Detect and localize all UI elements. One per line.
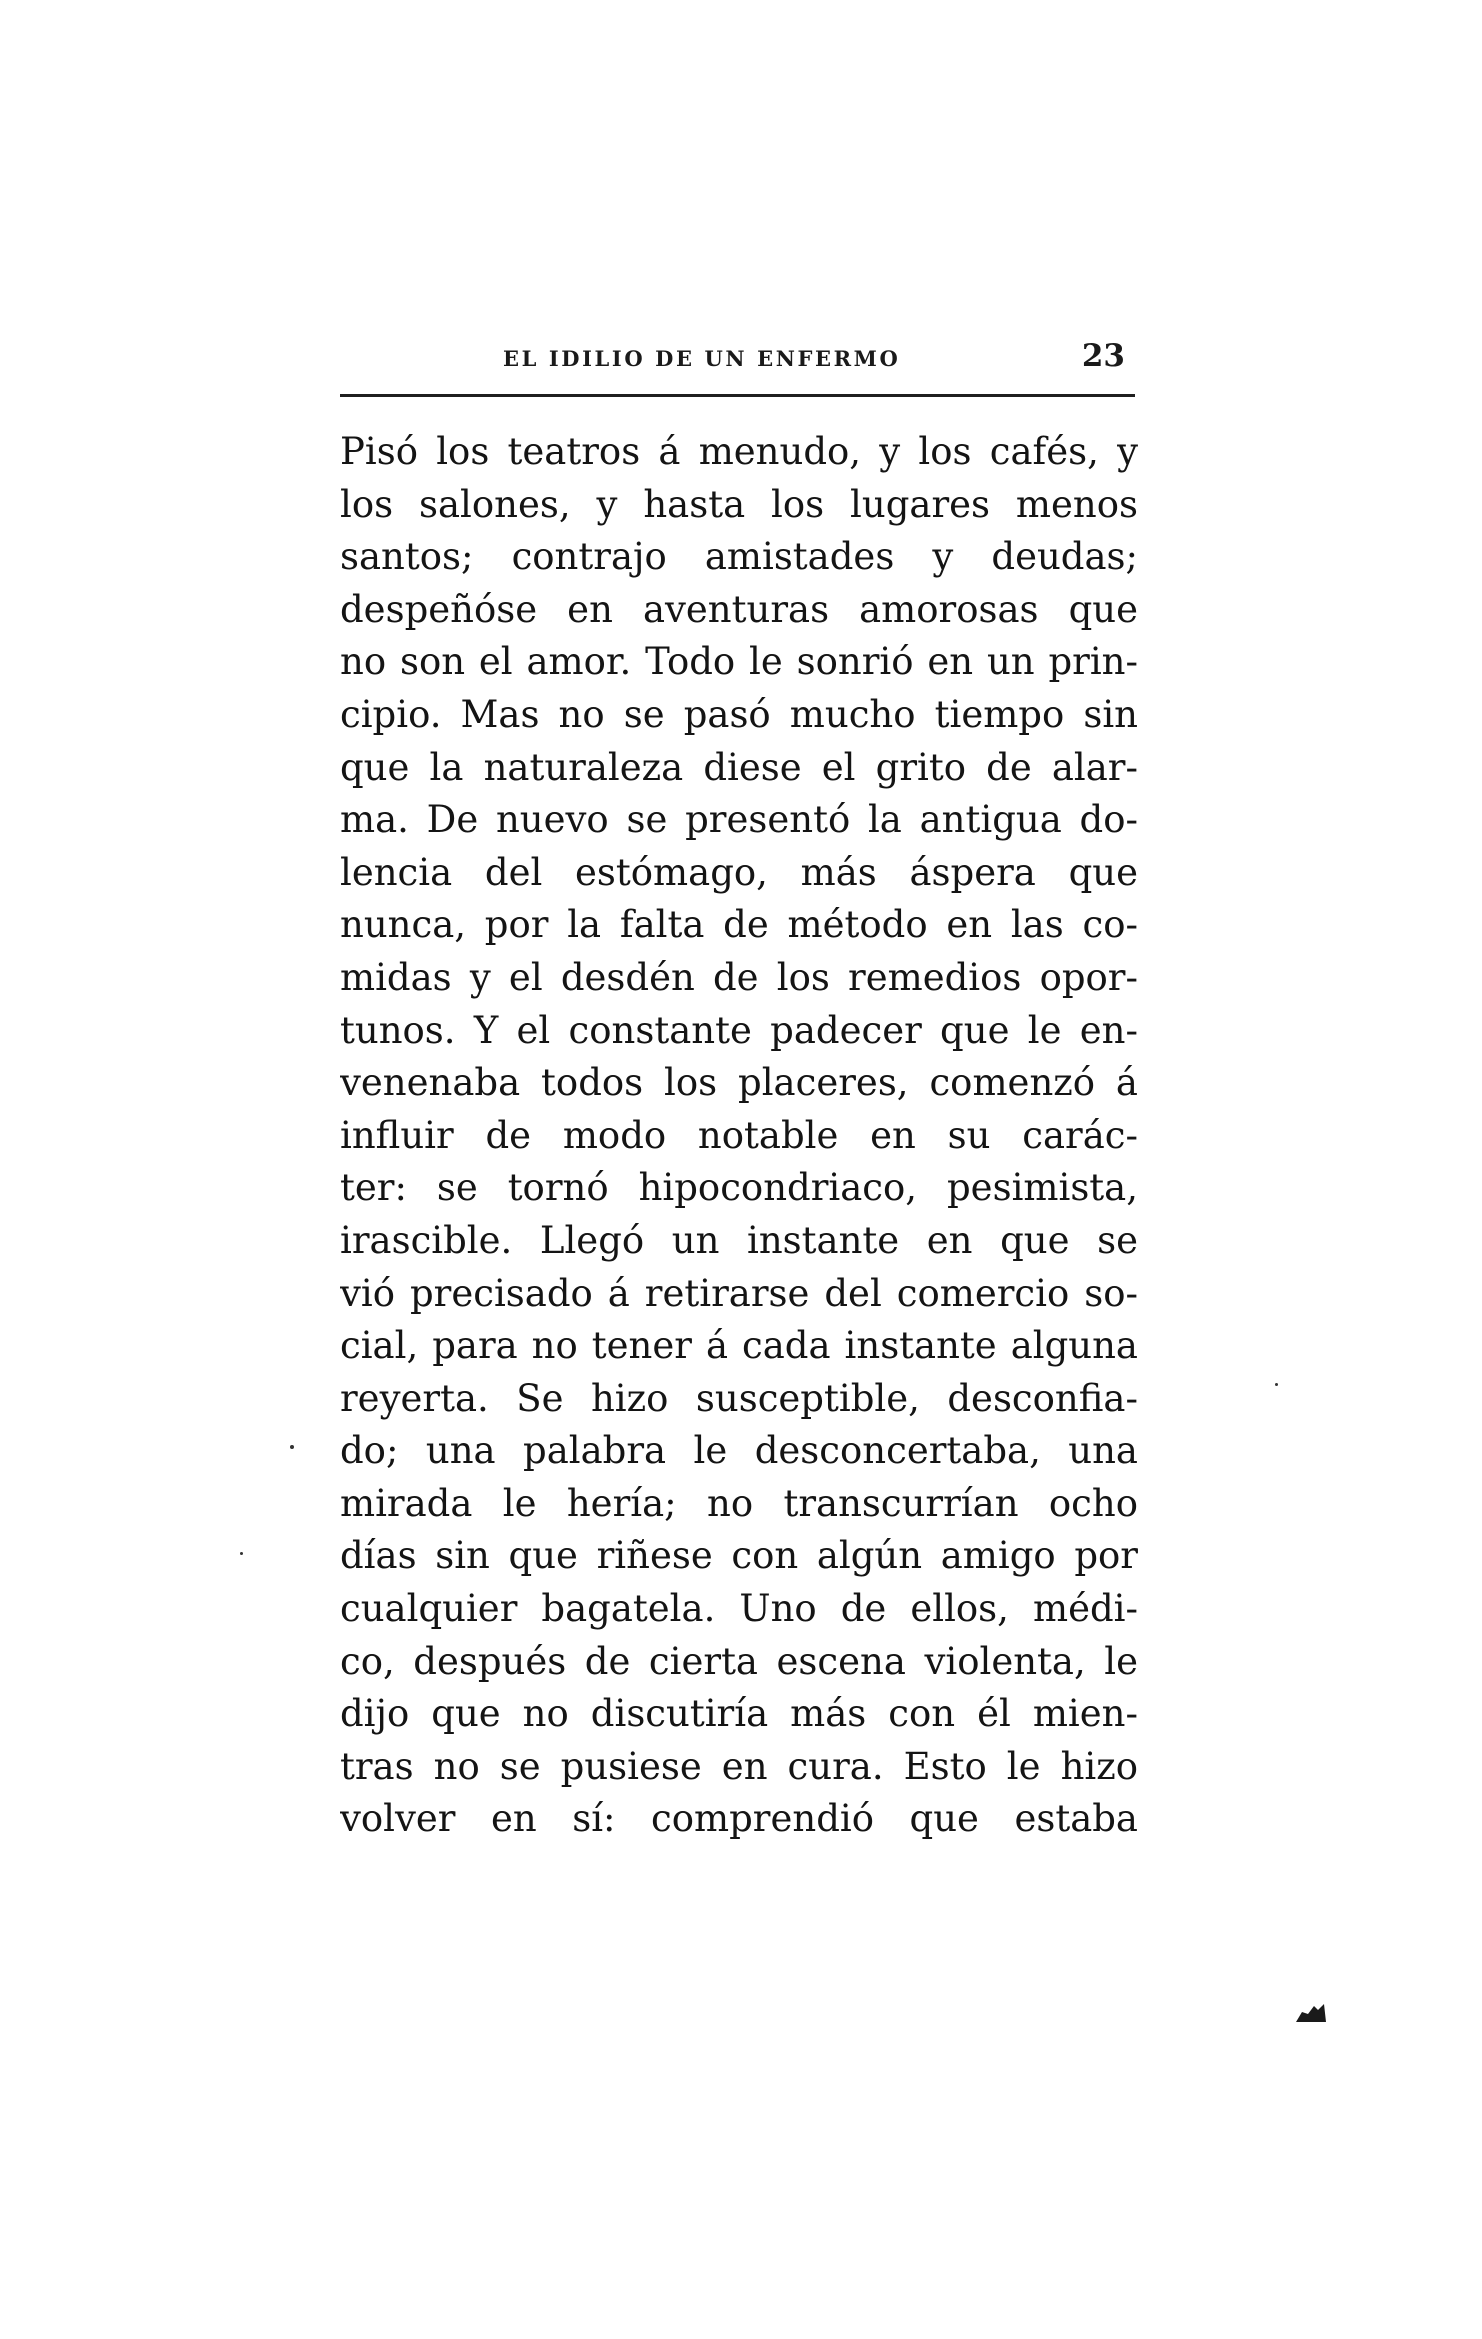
text-line: cualquier bagatela. Uno de ellos, médi- — [340, 1587, 1138, 1631]
text-line: nunca, por la falta de método en las co- — [340, 903, 1138, 947]
text-line: irascible. Llegó un instante en que se — [340, 1218, 1138, 1262]
text-line: venenaba todos los placeres, comenzó á — [340, 1061, 1138, 1105]
text-line: influir de modo notable en su carác- — [340, 1113, 1138, 1157]
page-number: 23 — [1081, 338, 1125, 374]
corner-mark-icon — [1294, 2002, 1328, 2024]
text-line: mirada le hería; no transcurrían ocho — [340, 1481, 1138, 1525]
ink-speck — [1275, 1383, 1278, 1386]
text-line: do; una palabra le desconcertaba, una — [340, 1429, 1138, 1473]
header-rule — [340, 394, 1135, 397]
running-title: EL IDILIO DE UN ENFERMO — [503, 346, 901, 371]
text-line: ma. De nuevo se presentó la antigua do- — [340, 798, 1138, 842]
text-line: vió precisado á retirarse del comercio so- — [340, 1271, 1138, 1315]
text-line: que la naturaleza diese el grito de alar- — [340, 745, 1138, 789]
text-line: ter: se tornó hipocondriaco, pesimista, — [340, 1166, 1138, 1210]
body-text — [340, 426, 1138, 1846]
text-line: días sin que riñese con algún amigo por — [340, 1534, 1138, 1578]
text-line: lencia del estómago, más áspera que — [340, 850, 1138, 894]
text-line: cial, para no tener á cada instante alguna — [340, 1324, 1138, 1368]
ink-speck — [240, 1552, 243, 1555]
text-line: los salones, y hasta los lugares menos — [340, 482, 1138, 526]
text-line: co, después de cierta escena violenta, le — [340, 1639, 1138, 1683]
text-line: santos; contrajo amistades y deudas; — [340, 535, 1138, 579]
text-line: despeñóse en aventuras amorosas que — [340, 587, 1138, 631]
text-line: no son el amor. Todo le sonrió en un prin- — [340, 640, 1138, 684]
text-line: dijo que no discutiría más con él mien- — [340, 1692, 1138, 1736]
text-line: reyerta. Se hizo susceptible, desconfia- — [340, 1376, 1138, 1420]
text-line: Pisó los teatros á menudo, y los cafés, y — [340, 430, 1138, 473]
text-line: tunos. Y el constante padecer que le en- — [340, 1008, 1138, 1052]
text-line: tras no se pusiese en cura. Esto le hizo — [340, 1744, 1138, 1788]
running-head — [340, 338, 1135, 388]
ink-speck — [290, 1445, 294, 1449]
text-line: volver en sí: comprendió que estaba — [340, 1797, 1138, 1841]
text-line: cipio. Mas no se pasó mucho tiempo sin — [340, 692, 1138, 736]
text-line: midas y el desdén de los remedios opor- — [340, 955, 1138, 999]
